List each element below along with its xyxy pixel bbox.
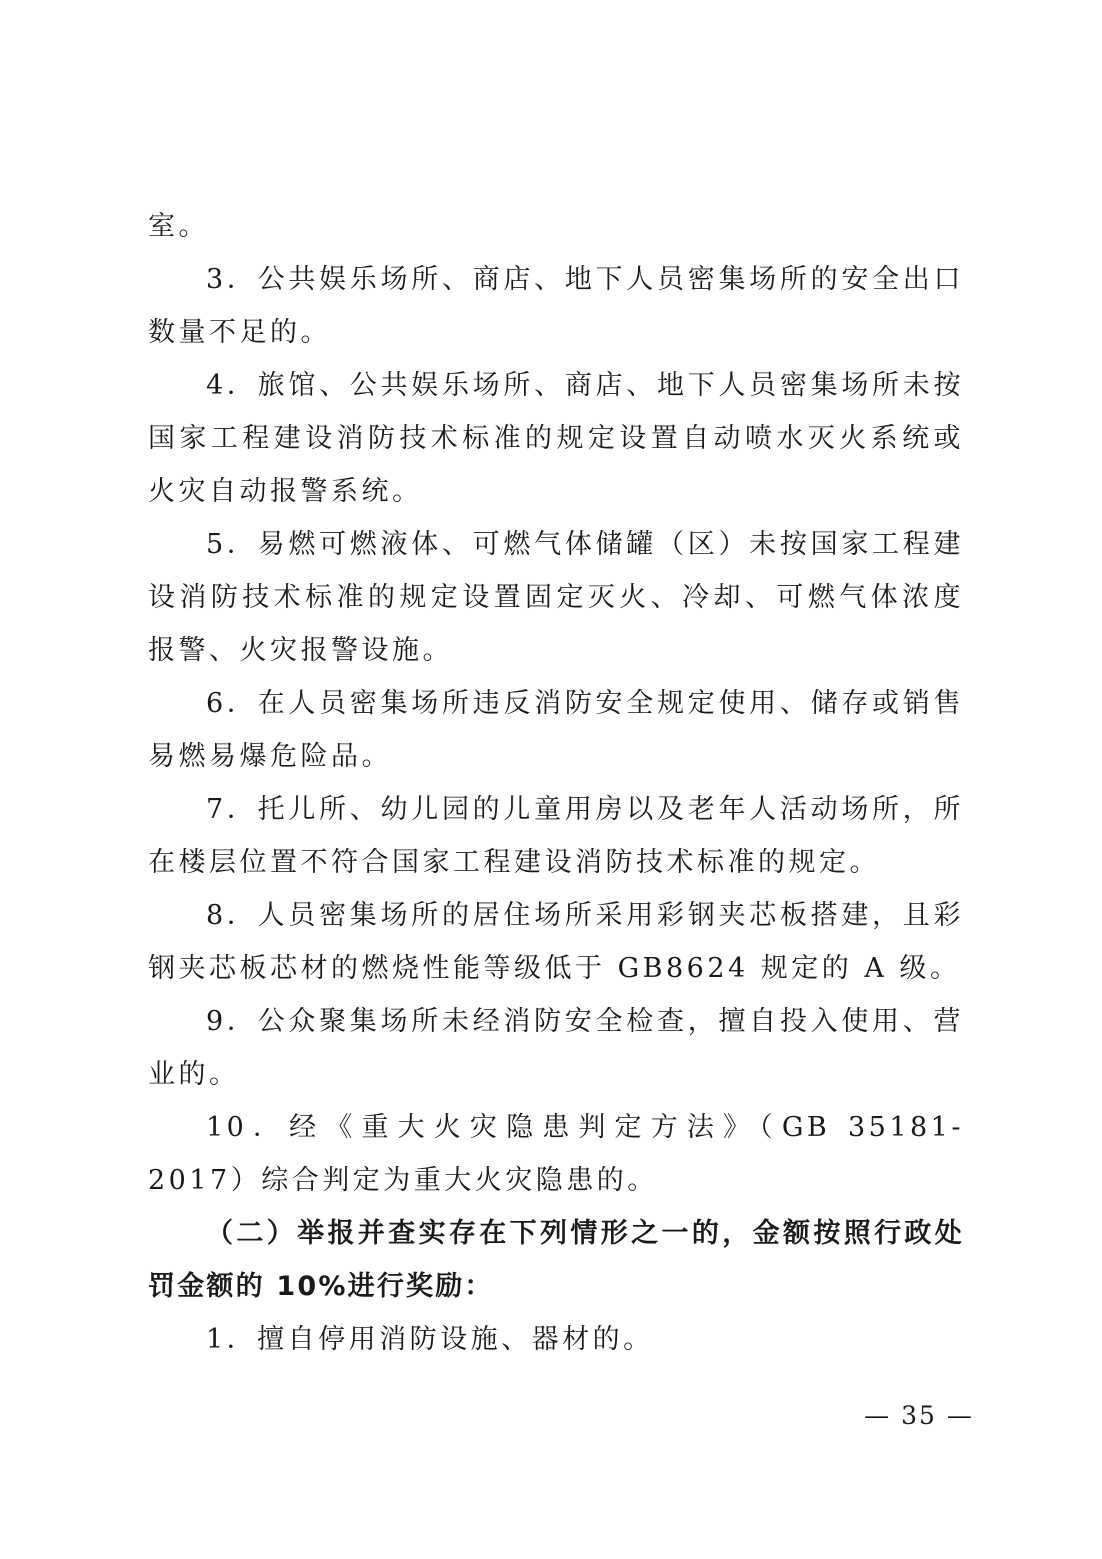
paragraph-item-5: 5．易燃可燃液体、可燃气体储罐（区）未按国家工程建设消防技术标准的规定设置固定灭火、冷却、可燃气体浓度报警、火灾报警设施。 bbox=[148, 529, 964, 666]
paragraph-item-10: 10．经《重大火灾隐患判定方法》（GB 35181-2017）综合判定为重大火灾隐患的。 bbox=[148, 1112, 964, 1196]
page-number: — 35 — bbox=[864, 1401, 974, 1430]
paragraph-continuation: 室。 bbox=[148, 211, 209, 242]
section-heading-2: （二）举报并查实存在下列情形之一的，金额按照行政处罚金额的 10%进行奖励： bbox=[148, 1218, 964, 1302]
document-body bbox=[148, 200, 964, 1366]
paragraph-item-4: 4．旅馆、公共娱乐场所、商店、地下人员密集场所未按国家工程建设消防技术标准的规定设置自动喷水灭火系统或火灾自动报警系统。 bbox=[148, 370, 964, 507]
paragraph-subitem-1: 1．擅自停用消防设施、器材的。 bbox=[206, 1324, 654, 1355]
paragraph-item-3: 3．公共娱乐场所、商店、地下人员密集场所的安全出口数量不足的。 bbox=[148, 264, 964, 348]
paragraph-item-7: 7．托儿所、幼儿园的儿童用房以及老年人活动场所，所在楼层位置不符合国家工程建设消防技术标准的规定。 bbox=[148, 794, 964, 878]
paragraph-item-6: 6．在人员密集场所违反消防安全规定使用、储存或销售易燃易爆危险品。 bbox=[148, 688, 964, 772]
paragraph-item-8: 8．人员密集场所的居住场所采用彩钢夹芯板搭建，且彩钢夹芯板芯材的燃烧性能等级低于 GB8624 规定的 A 级。 bbox=[148, 900, 964, 984]
paragraph-item-9: 9．公众聚集场所未经消防安全检查，擅自投入使用、营业的。 bbox=[148, 1006, 964, 1090]
